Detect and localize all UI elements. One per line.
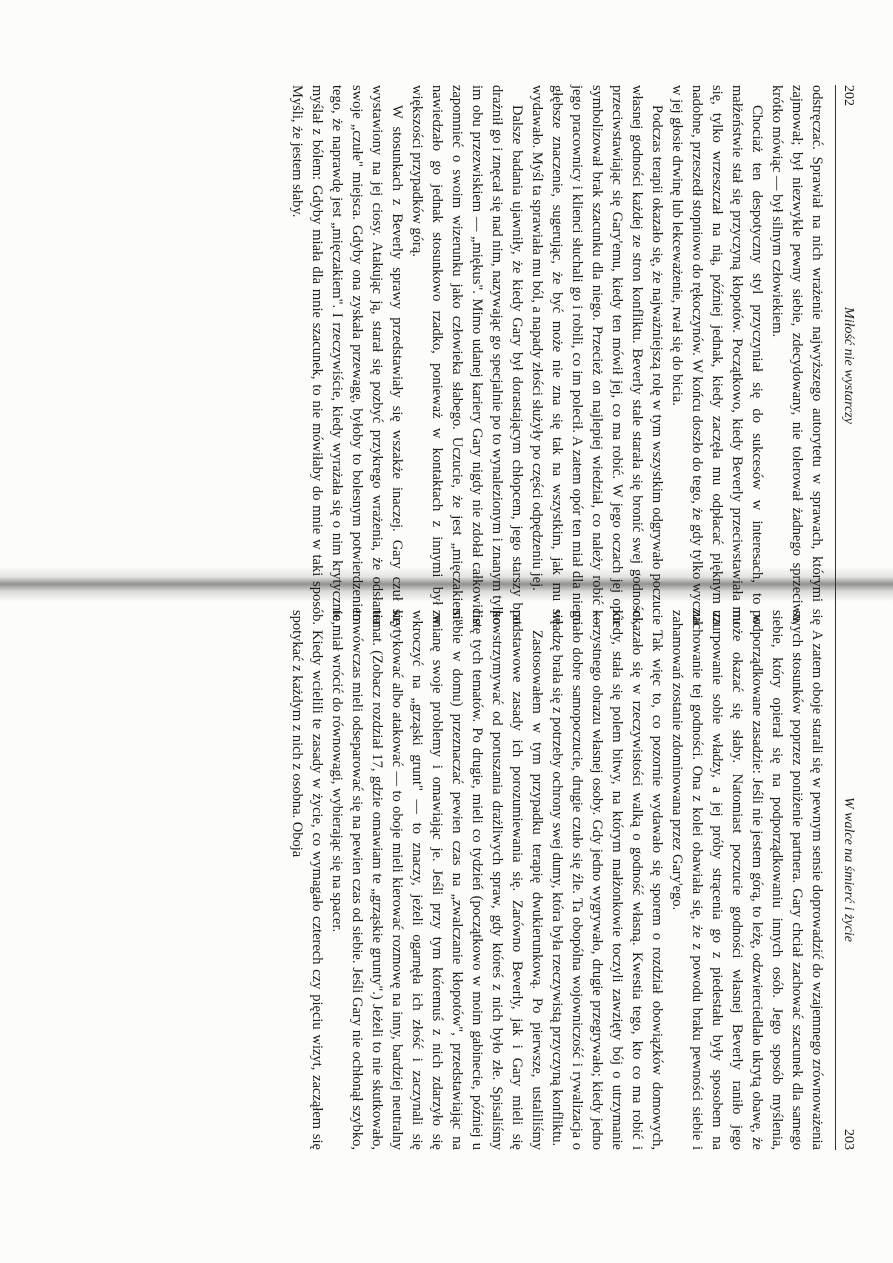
paragraph: Tak więc to, co pozornie wydawało się sporem o rozdział obowiązków domowych, okazało się w rzeczywistości walką o godność własną. Kwestia tego, kto co ma robić i kiedy, stała się polem bitwy, na którym małżonkowie toczyli zawzięty bój o utrzymanie korzystnego obrazu własnej osoby. Gdy jedno wygrywało, drugie przegrywało; kiedy jedno miało dobre samopoczucie, drugie czuło się źle. Ta obopólna wojowniczość i rywalizacja o władzę brała się z potrzeby ochrony swej dumy, która była rzeczywistą przyczyną konfliktu. bbox=[549, 610, 665, 1150]
paragraph: Podczas terapii okazało się, że najważniejszą rolę w tym wszystkim odgrywało poczucie własnej godności każdej ze stron konfliktu. Beverly stale starała się bronić swej godności, przeciwstawiając się Gary'emu, kiedy ten mówił jej, co ma robić. W jego oczach jej opór symbolizował brak szacunku dla niego. Przecież on najlepiej wiedział, co należy robić — jego pracownicy i klienci słuchali go i robili, co im polecił. A zatem opór ten miał dla niego głębsze znaczenie, sugerując, że być może nie zna się tak na wszystkim, jak mu się wydawało. Myśl ta sprawiała mu ból, a napady złości służyły po części odpędzeniu jej. bbox=[529, 85, 665, 625]
paragraph: Kiedy wcielili te zasady w życie, co wymagało czterech czy pięciu wizyt, zacząłem się spotykać z każdym z nich z osobna. Oboja bbox=[289, 610, 325, 1150]
right-page bbox=[98, 610, 858, 1150]
left-page bbox=[98, 85, 858, 625]
page-number-right: 203 bbox=[841, 1128, 856, 1150]
running-head-right bbox=[835, 610, 858, 1150]
paragraph: Chociaż ten despotyczny styl przyczyniał się do sukcesów w interesach, to w małżeństwie stał się przyczyną kłopotów. Początkowo, kiedy Beverly przeciwstawiała mu się, tylko wrzeszczał na nią, później jednak, kiedy zaczęła mu odpłacać pięknym za nadobne, przeszedł stopniowo do rękoczynów. W końcu doszło do tego, że gdy tylko wyczuł w jej głosie drwinę lub lekceważenie, rwał się do bicia. bbox=[669, 85, 765, 625]
running-title-right: W walce na śmierć i życie bbox=[841, 796, 856, 942]
paragraph: Dalsze badania ujawniły, że kiedy Gary był dorastającym chłopcem, jego starszy brat drażnił go i znęcał się nad nim, nazywając go specjalnie po to wynalezionym i znanym tylko im obu przezwiskiem — „miękus". Mimo udanej kariery Gary nigdy nie zdołał całkowicie zapomnieć o swoim wizerunku jako człowieka słabego. Uczucie, że jest „mięczakiem" nawiedzało go jednak stosunkowo rzadko, ponieważ w kontaktach z innymi był w większości przypadków górą. bbox=[409, 85, 525, 625]
running-title-left: Miłość nie wystarczy bbox=[841, 307, 856, 424]
running-head-left bbox=[835, 85, 858, 625]
paragraph: odstręczać. Sprawiał na nich wrażenie najwyższego autorytetu w sprawach, którymi się zajmował; był niezwykle pewny siebie, zdecydowany, nie tolerował żadnego sprzeciwu, krótko mówiąc — był silnym człowiekiem. bbox=[769, 85, 825, 625]
paragraph: W stosunkach z Beverly sprawy przedstawiały się wszakże inaczej. Gary czuł się wystawiony na jej ciosy. Atakując ją, starał się pozbyć przykrego wrażenia, że odsłania swoje „czułe" miejsca. Gdyby ona zyskała przewagę, byłoby to bolesnym potwierdzeniem tego, że naprawdę jest „mięczakiem". I rzeczywiście, kiedy wyrażała się o nim krytycznie, myślał z bólem: Gdyby miała dla mnie szacunek, to nie mówiłaby do mnie w taki sposób. Myśli, że jestem słaby. bbox=[289, 85, 405, 625]
paragraph: A zatem oboje starali się w pewnym sensie doprowadzić do wzajemnego zrównoważenia swych stosunków poprzez poniżenie partnera. Gary chciał zachować szacunek dla samego siebie, który opierał się na podporządkowaniu innych osób. Jego sposób myślenia, podporządkowane zasadzie: Jeśli nie jestem górą, to leżę, odzwierciedlało ukrytą obawę, że może okazać się słaby. Natomiast poczucie godności własnej Beverly raniło jego uzurpowanie sobie władzy, a jej próby strącenia go z piedestału były sposobem na zachowanie tej godności. Ona z kolei obawiała się, że z powodu braku pewności siebie i zahamowań zostanie zdominowana przez Gary'ego. bbox=[669, 610, 825, 1150]
page-number-left: 202 bbox=[841, 85, 856, 106]
paragraph: Zastosowałem w tym przypadku terapię dwukierunkową. Po pierwsze, ustaliliśmy podstawowe zasady ich porozumiewania się. Zarówno Beverly, jak i Gary mieli się powstrzymywać od poruszania drażliwych spraw, gdy któreś z nich było złe. Spisaliśmy listę tych tematów. Po drugie, mieli co tydzień (początkowo w moim gabinecie, później u siebie w domu) przeznaczać pewien czas na „zwalczanie kłopotów", przedstawiając na zmianę swoje problemy i omawiając je. Jeśli przy tym któremuś z nich zdarzyło się wkroczyć na „grząski grunt" — to znaczy, jeżeli ogarnęła ich złość i zaczynali się krytykować albo atakować — to oboje mieli kierować rozmowę na inny, bardziej neutralny temat. (Zobacz rozdział 17, gdzie omawiam te „grząskie grunty".) Jeżeli to nie skutkowało, to wówczas mieli odseparować się na pewien czas od siebie. Jeśli Gary nie ochłonął szybko, to miał wrócić do równowagi, wybierając się na spacer. bbox=[329, 610, 545, 1150]
